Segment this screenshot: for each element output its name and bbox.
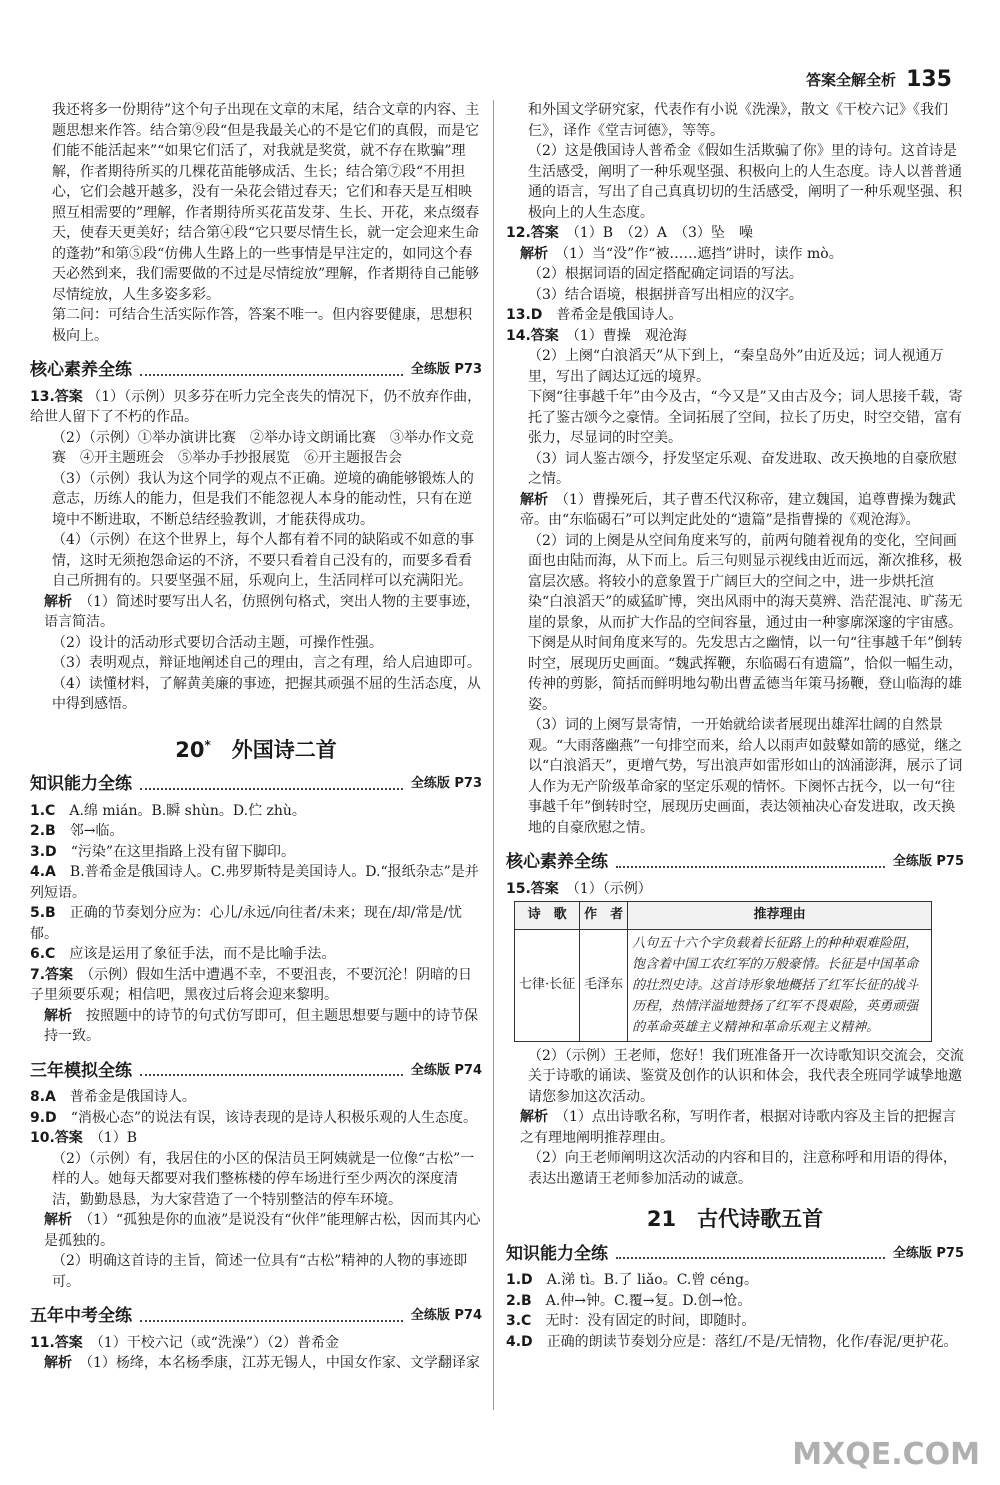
recommendation-table <box>514 901 932 1042</box>
section-header-core-2: 核心素养全练 全练版 P75 <box>506 852 964 872</box>
lesson-21-title: 21 古代诗歌五首 <box>646 1207 824 1231</box>
table-cell-reason: 八句五十六个字负载着长征路上的种种艰难险阻，饱含着中国工农红军的万般豪情。长征是中国革命的壮烈史诗。这首诗形象地概括了红军长征的战斗历程，热情洋溢地赞扬了红军不畏艰险，英勇顽强的革命英雄主义精神和革命乐观主义精神。 <box>628 929 932 1041</box>
q10-analysis-2: （2）明确这首诗的主旨，简述一位具有“古松”精神的人物的事迹即可。 <box>52 1253 468 1290</box>
q10-analysis-1: 解析 （1）“孤独是你的血液”是说没有“伙伴”能理解古松，因而其内心是孤独的。 <box>44 1212 481 1249</box>
item-2b: 2.B 邻→临。 <box>30 823 124 839</box>
table-row <box>515 929 932 1041</box>
section-page-ref: 全练版 P73 <box>410 362 482 377</box>
q15-answer-1: 15.答案 （1）（示例） <box>506 880 652 897</box>
q15-analysis-2: （2）向王老师阐明这次活动的内容和目的，注意称呼和用语的得体，表达出邀请王老师参加活动的诚意。 <box>528 1150 957 1187</box>
q12-analysis-1: 解析 （1）当“没”作“被……遮挡”讲时，读作 mò。 <box>520 245 843 262</box>
q14-answer-1: 14.答案 （1）曹操 观沧海 <box>506 327 687 344</box>
table-header-row <box>515 902 932 930</box>
lesson-20-title: 20* 外国诗二首 <box>175 737 337 762</box>
q11-answer: 11.答案 （1）干校六记（或“洗澡”）（2）普希金 <box>30 1334 339 1351</box>
q12-analysis-2: （2）根据词语的固定搭配确定词语的写法。 <box>528 266 803 282</box>
item-5b: 5.B 正确的节奏划分应为：心儿/永远/向往者/未来；现在/却/常是/忧郁。 <box>30 905 463 942</box>
q14-answer-3: 下阕“往事越千年”由今及古，“今又是”又由古及今；词人思接千载，寄托了鉴古颂今之豪情。全词拓展了空间，拉长了历史，时空交错，富有张力，尽显词的时空美。 <box>528 389 963 446</box>
section-header-core <box>30 360 482 381</box>
q13-answer-3: （3）（示例）我认为这个同学的观点不正确。逆境的确能够锻炼人的意志，历练人的能力，但是我们不能忽视人本身的能动性，只有在逆境中不断进取，不断总结经验教训，才能获得成功。 <box>52 470 474 528</box>
item-7-answer: 7.答案 （示例）假如生活中遭遇不幸，不要沮丧，不要沉沦！阴暗的日子里须要乐观；相信吧，黑夜过后将会迎来黎明。 <box>30 966 473 1003</box>
watermark: MXQE.COM <box>792 1436 980 1472</box>
item-13d: 13.D 普希金是俄国诗人。 <box>506 307 683 323</box>
item-21-2b: 2.B A.仲→钟。C.覆→复。D.创→怆。 <box>506 1292 752 1309</box>
q15-answer-2: （2）（示例）王老师，您好！我们班准备开一次诗歌知识交流会，交流关于诗歌的诵读、鉴赏及创作的认识和体会，我代表全班同学诚挚地邀请您参加这次活动。 <box>528 1047 964 1105</box>
q12-analysis-3: （3）结合语境，根据拼音写出相应的汉字。 <box>528 286 803 303</box>
item-4a: 4.A B.普希金是俄国诗人。C.弗罗斯特是美国诗人。D.“报纸杂志”是并列短语。 <box>30 864 479 901</box>
table-header: 推荐理由 <box>628 902 932 930</box>
item-9d: 9.D “消极心态”的说法有误，该诗表现的是诗人积极乐观的人生态度。 <box>30 1109 478 1126</box>
q13-answer-1: 13.答案 （1）（示例）贝多芬在听力完全丧失的情况下，仍不放弃作曲，给世人留下了不朽的作品。 <box>30 388 482 425</box>
table-header: 作 者 <box>580 902 628 930</box>
item-21-4d: 4.D 正确的朗读节奏划分应是：落红/不是/无情物，化作/春泥/更护花。 <box>506 1333 958 1350</box>
table-cell-author: 毛泽东 <box>580 929 628 1041</box>
page-number: 135 <box>906 66 952 92</box>
q13-answer-4: （4）（示例）在这个世界上，每个人都有着不同的缺陷或不如意的事情，这时无须抱怨命运的不济，不要只看着自己没有的，而要多看看自己所拥有的。只要坚强不屈，乐观向上，生活同样可以充满阳光。 <box>52 532 474 589</box>
intro-para-2: 第二问：可结合生活实际作答，答案不唯一。但内容要健康，思想积极向上。 <box>52 307 472 344</box>
right-column <box>506 100 964 1352</box>
q13-label: 13.答案 <box>30 388 83 405</box>
q14-analysis-1: 解析 （1）曹操死后，其子曹丕代汉称帝，建立魏国，追尊曹操为魏武帝。由“东临碣石”可以判定此处的“遗篇”是指曹操的《观沧海》。 <box>520 491 956 528</box>
section-dots <box>140 374 403 376</box>
table-cell-poem: 七律·长征 <box>515 929 580 1041</box>
header-title: 答案全解全析 <box>806 70 897 89</box>
q14-analysis-3: （3）词的上阕写景寄情，一开始就给读者展现出雄浑壮阔的自然景观。“大雨落幽燕”一句排空而来，给人以雨声如鼓鼙如箭的感觉，继之以“白浪滔天”，更增气势，写出浪声如雷形如山的汹涌澎湃，展示了词人作为无产阶级革命家的坚定乐观的情怀。下阕怀古抚今，以一句“往事越千年”倒转时空，展现历史画面，表达领袖决心奋发进取，改天换地的自豪欣慰之情。 <box>528 717 963 836</box>
item-21-3c: 3.C 无时：没有固定的时间，即随时。 <box>506 1313 756 1329</box>
q11-analysis-2: （2）这是俄国诗人普希金《假如生活欺骗了你》里的诗句。这首诗是生活感受，阐明了一种乐观坚强、积极向上的人生态度。诗人以普普通通的语言，写出了自己真真切切的生活感受，阐明了一种乐观坚强、积极向上的人生态度。 <box>528 143 962 221</box>
q14-answer-2: （2）上阕“白浪滔天”从下到上，“秦皇岛外”由近及远；词人视通万里，写出了阔达辽远的境界。 <box>528 348 944 385</box>
item-8a: 8.A 普希金是俄国诗人。 <box>30 1089 196 1105</box>
q15-analysis-1: 解析 （1）点出诗歌名称，写明作者，根据对诗歌内容及主旨的把握言之有理地阐明推荐理由。 <box>520 1109 956 1146</box>
item-3d: 3.D “污染”在这里指路上没有留下脚印。 <box>30 843 296 860</box>
section-title: 核心素养全练 <box>30 360 132 380</box>
item-21-1d: 1.D A.涕 tì。B.了 liǎo。C.曾 céng。 <box>506 1272 758 1288</box>
q10-answer-1: 10.答案 （1）B <box>30 1130 138 1146</box>
intro-para-1: 我还将多一份期待”这个句子出现在文章的末尾，结合文章的内容、主题思想来作答。结合第⑨段“但是我最关心的不是它们的真假，而是它们能不能活起来”“如果它们活了，对我就是奖赏，就不存在欺骗”理解，作者期待所买的几棵花苗能够成活、生长；结合第⑦段“不用担心，它们会越开越多，没有一朵花会错过春天；它们和春天是互相映照互相需要的”理解，作者期待所买花苗发芽、生长、开花，来点缀春天，使春天更美好；结合第④段“它只要尽情生长，就一定会迎来生命的蓬勃”和第⑤段“仿佛人生路上的一些事情是早注定的，如同这个春天必然到来，我们需要做的不过是尽情绽放”理解，作者期待自己能够尽情绽放，人生多姿多彩。 <box>52 102 480 303</box>
table-header: 诗 歌 <box>515 902 580 930</box>
section-header-sannian: 三年模拟全练 全练版 P74 <box>30 1060 482 1081</box>
q13-answer-2: （2）（示例）①举办演讲比赛 ②举办诗文朗诵比赛 ③举办作文竞赛 ④开主题班会 ⑤举办手抄报展览 ⑥开主题报告会 <box>52 429 474 466</box>
q13-analysis-2: （2）设计的活动形式要切合活动主题，可操作性强。 <box>52 634 383 651</box>
q13-analysis-4: （4）读懂材料，了解黄美廉的事迹，把握其顽强不屈的生活态度，从中得到感悟。 <box>52 675 481 712</box>
q14-analysis-2: （2）词的上阕是从空间角度来写的，前两句随着视角的变化，空间画面也由陆而海，从下而上。后三句则显示视线由近而远，渐次推移，极富层次感。将较小的意象置于广阔巨大的空间之中，进一步烘托渲染“白浪滔天”的威猛旷博，突出风雨中的海天莫辨、浩茫混沌、旷荡无崖的景象，从而扩大作品的空间容量，通过由一种寥廓深邃的宇宙感。下阕是从时间角度来写的。先发思古之幽情，以一句“往事越千年”倒转时空，展现历史画面。“魏武挥鞭，东临碣石有遗篇”，恰似一幅生动，传神的剪影，简括而鲜明地勾勒出曹孟德当年策马扬鞭，登山临海的雄姿。 <box>528 532 963 713</box>
q14-answer-4: （3）词人鉴古颂今，抒发坚定乐观、奋发进取、改天换地的自豪欣慰之情。 <box>528 450 957 487</box>
item-1c: 1.C A.绵 mián。B.瞬 shùn。D.伫 zhù。 <box>30 802 306 819</box>
q11-analysis-cont: 和外国文学研究家，代表作有小说《洗澡》，散文《干校六记》《我们仨》，译作《堂吉诃德》，等等。 <box>528 102 948 139</box>
section-header-wunian: 五年中考全练 全练版 P74 <box>30 1306 482 1326</box>
section-header-zhishi-2: 知识能力全练 全练版 P75 <box>506 1243 964 1264</box>
q11-analysis: 解析 （1）杨绛，本名杨季康，江苏无锡人，中国女作家、文学翻译家 <box>44 1355 480 1371</box>
left-column <box>30 100 482 1374</box>
q10-answer-2: （2）（示例）有，我居住的小区的保洁员王阿姨就是一位像“古松”一样的人。她每天都要对我们整栋楼的停车场进行至少两次的深度清洁，勤勤恳恳，为大家营造了一个特别整洁的停车环境。 <box>52 1150 475 1208</box>
page-header <box>806 60 952 100</box>
q13-analysis-1: 解析 （1）简述时要写出人名，仿照例句格式，突出人物的主要事迹，语言简洁。 <box>44 593 480 630</box>
section-header-zhishi: 知识能力全练 全练版 P73 <box>30 774 482 794</box>
q7-analysis: 解析 按照题中的诗节的句式仿写即可，但主题思想要与题中的诗节保持一致。 <box>44 1007 478 1044</box>
q12-answer: 12.答案 （1）B （2）A （3）坠 噪 <box>506 225 753 241</box>
q13-analysis-3: （3）表明观点，辩证地阐述自己的理由，言之有理，给人启迪即可。 <box>52 655 481 671</box>
item-6c: 6.C 应该是运用了象征手法，而不是比喻手法。 <box>30 946 336 962</box>
column-divider <box>493 100 494 1410</box>
